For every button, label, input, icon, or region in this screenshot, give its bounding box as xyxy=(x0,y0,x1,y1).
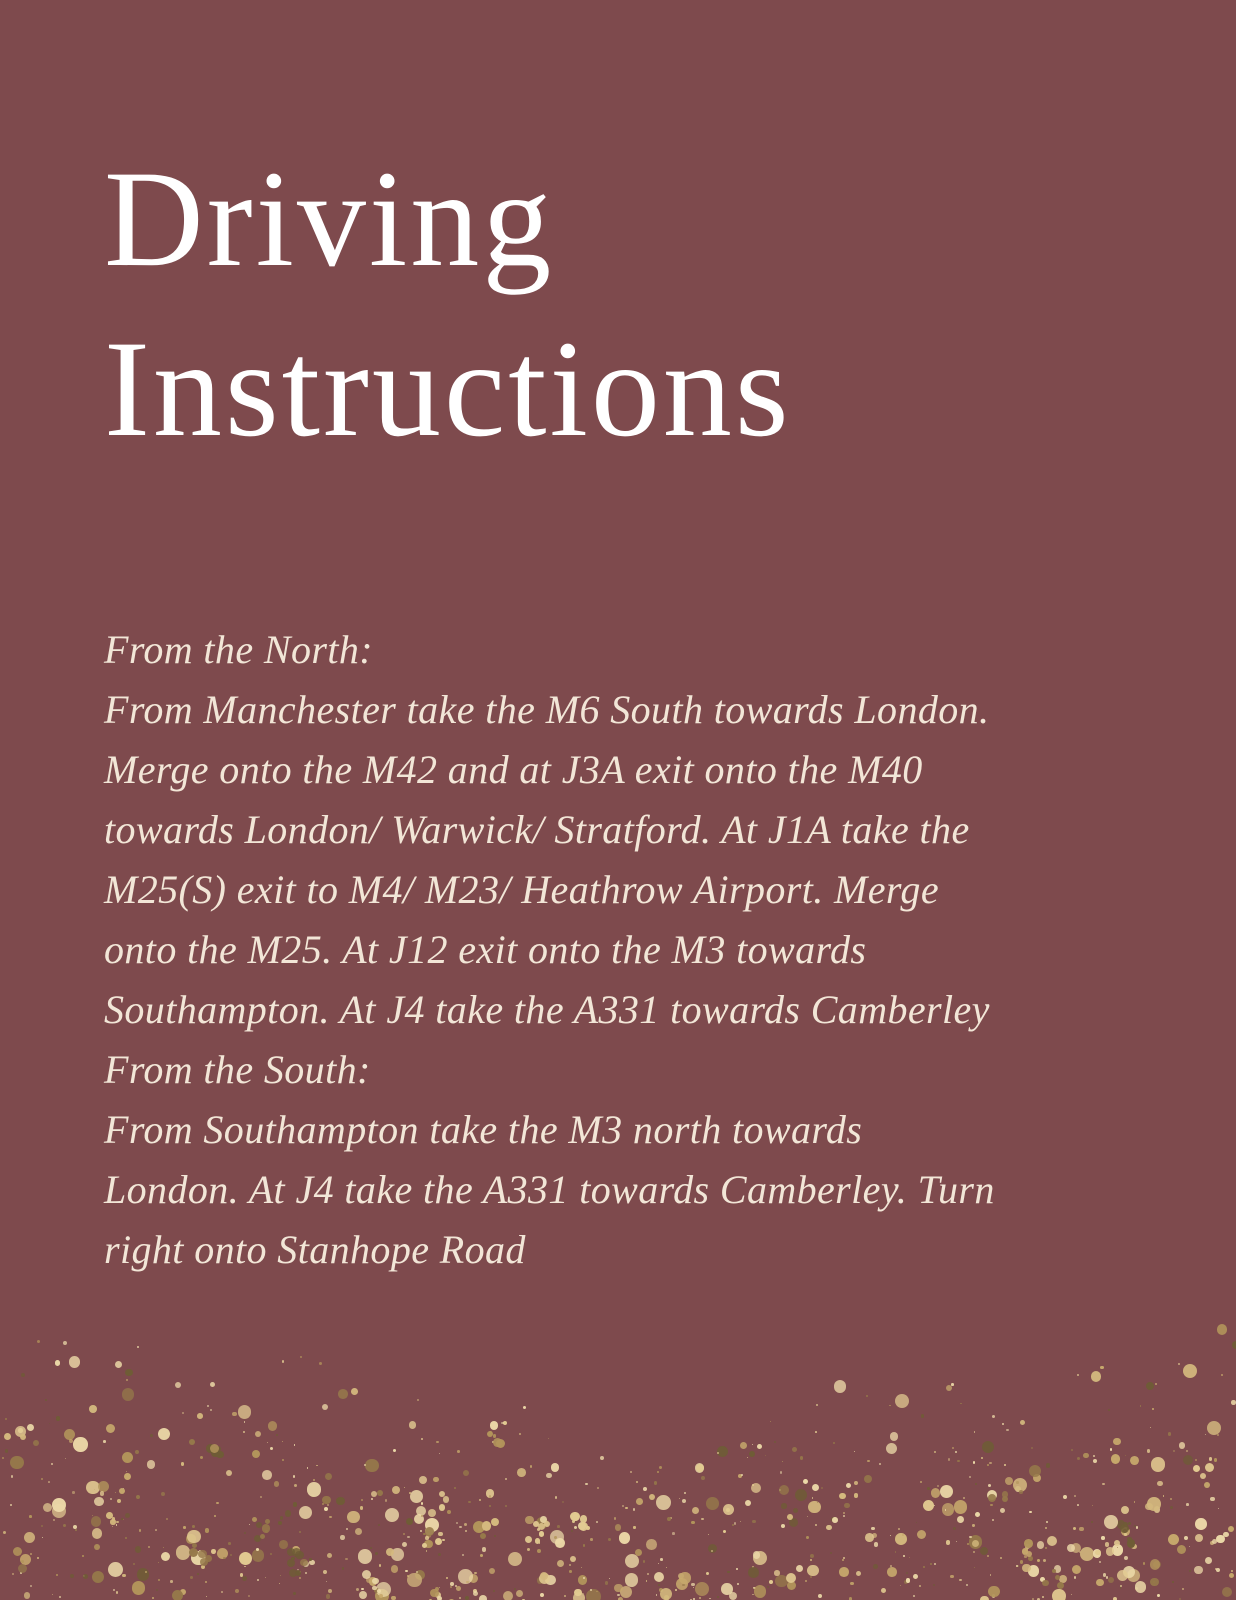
instruction-line: towards London/ Warwick/ Stratford. At J1A take the xyxy=(104,807,970,852)
instruction-line-from-south-heading: From the South: xyxy=(104,1047,371,1092)
page-title xyxy=(104,134,792,474)
instruction-line: onto the M25. At J12 exit onto the M3 towards xyxy=(104,927,867,972)
driving-instructions-text xyxy=(104,620,1124,1280)
instruction-line: From Manchester take the M6 South towards London. xyxy=(104,687,990,732)
title-line-2: Instructions xyxy=(104,312,792,465)
instruction-line: M25(S) exit to M4/ M23/ Heathrow Airport. Merge xyxy=(104,867,939,912)
instruction-line: Southampton. At J4 take the A331 towards Camberley xyxy=(104,987,990,1032)
title-line-1: Driving xyxy=(104,142,555,295)
instruction-line-from-north-heading: From the North: xyxy=(104,627,373,672)
instruction-line: From Southampton take the M3 north towards xyxy=(104,1107,863,1152)
instruction-line: right onto Stanhope Road xyxy=(104,1227,526,1272)
instruction-line: London. At J4 take the A331 towards Camberley. Turn xyxy=(104,1167,995,1212)
instruction-line: Merge onto the M42 and at J3A exit onto the M40 xyxy=(104,747,923,792)
